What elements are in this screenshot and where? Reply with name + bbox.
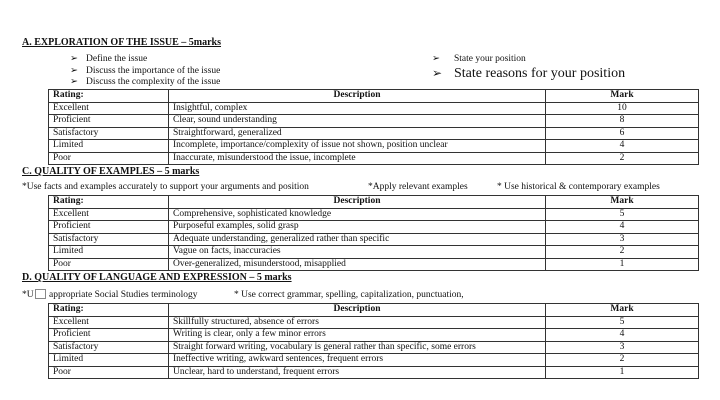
description-cell: Skillfully structured, absence of errors bbox=[169, 316, 546, 329]
section-d-tip-terminology: *U appropriate Social Studies terminology bbox=[22, 290, 198, 301]
rating-cell: Satisfactory bbox=[49, 127, 169, 140]
table-row bbox=[49, 233, 699, 246]
mark-header: Mark bbox=[546, 304, 699, 317]
mark-header: Mark bbox=[546, 196, 699, 209]
description-cell: Incomplete, importance/complexity of issue not shown, position unclear bbox=[169, 140, 546, 153]
section-d-heading: D. QUALITY OF LANGUAGE AND EXPRESSION – 5 marks bbox=[22, 272, 292, 283]
mark-cell: 10 bbox=[546, 102, 699, 115]
rating-header: Rating: bbox=[49, 90, 169, 103]
table-row bbox=[49, 246, 699, 259]
table-row bbox=[49, 341, 699, 354]
description-cell: Purposeful examples, solid grasp bbox=[169, 221, 546, 234]
table-row bbox=[49, 258, 699, 271]
description-cell: Writing is clear, only a few minor errors bbox=[169, 329, 546, 342]
mark-cell: 8 bbox=[546, 115, 699, 128]
section-c-tip-historical: * Use historical & contemporary examples bbox=[497, 182, 660, 192]
arrow-bullet-icon: ➢ bbox=[70, 54, 78, 64]
mark-cell: 4 bbox=[546, 329, 699, 342]
rating-cell: Limited bbox=[49, 140, 169, 153]
mark-cell: 3 bbox=[546, 341, 699, 354]
section-d-rubric-table bbox=[48, 303, 699, 379]
rating-cell: Proficient bbox=[49, 329, 169, 342]
description-cell: Inaccurate, misunderstood the issue, incomplete bbox=[169, 152, 546, 165]
table-row bbox=[49, 102, 699, 115]
mark-cell: 3 bbox=[546, 233, 699, 246]
mark-cell: 5 bbox=[546, 316, 699, 329]
table-row bbox=[49, 208, 699, 221]
rating-cell: Proficient bbox=[49, 115, 169, 128]
rating-cell: Poor bbox=[49, 258, 169, 271]
rating-cell: Poor bbox=[49, 152, 169, 165]
table-header-row bbox=[49, 196, 699, 209]
description-header: Description bbox=[169, 196, 546, 209]
description-cell: Over-generalized, misunderstood, misapplied bbox=[169, 258, 546, 271]
arrow-bullet-icon: ➢ bbox=[432, 54, 440, 64]
table-row bbox=[49, 115, 699, 128]
mark-cell: 2 bbox=[546, 354, 699, 367]
description-cell: Adequate understanding, generalized rather than specific bbox=[169, 233, 546, 246]
mark-cell: 4 bbox=[546, 140, 699, 153]
table-row bbox=[49, 127, 699, 140]
rating-cell: Limited bbox=[49, 354, 169, 367]
section-c-rubric-table bbox=[48, 195, 699, 271]
description-header: Description bbox=[169, 90, 546, 103]
mark-header: Mark bbox=[546, 90, 699, 103]
table-move-handle-icon[interactable] bbox=[35, 289, 46, 299]
rating-cell: Excellent bbox=[49, 316, 169, 329]
rating-cell: Proficient bbox=[49, 221, 169, 234]
bullet-state-reasons: ➢ State reasons for your position bbox=[432, 66, 626, 81]
section-a-heading: A. EXPLORATION OF THE ISSUE – 5marks bbox=[22, 37, 222, 48]
mark-cell: 1 bbox=[546, 366, 699, 379]
description-cell: Comprehensive, sophisticated knowledge bbox=[169, 208, 546, 221]
bullet-discuss-complexity: ➢ Discuss the complexity of the issue bbox=[70, 77, 221, 87]
table-row bbox=[49, 152, 699, 165]
mark-cell: 2 bbox=[546, 152, 699, 165]
mark-cell: 6 bbox=[546, 127, 699, 140]
section-a-rubric-table bbox=[48, 89, 699, 165]
rating-cell: Excellent bbox=[49, 208, 169, 221]
section-c-tip-relevant: *Apply relevant examples bbox=[368, 182, 468, 192]
arrow-bullet-icon: ➢ bbox=[70, 66, 78, 76]
arrow-bullet-icon: ➢ bbox=[432, 66, 443, 80]
section-c-tip-facts: *Use facts and examples accurately to support your arguments and position bbox=[22, 182, 309, 192]
rating-cell: Poor bbox=[49, 366, 169, 379]
mark-cell: 2 bbox=[546, 246, 699, 259]
table-header-row bbox=[49, 304, 699, 317]
description-cell: Unclear, hard to understand, frequent errors bbox=[169, 366, 546, 379]
section-c-heading: C. QUALITY OF EXAMPLES – 5 marks bbox=[22, 166, 200, 177]
mark-cell: 1 bbox=[546, 258, 699, 271]
rating-cell: Satisfactory bbox=[49, 341, 169, 354]
description-header: Description bbox=[169, 304, 546, 317]
description-cell: Vague on facts, inaccuracies bbox=[169, 246, 546, 259]
table-row bbox=[49, 354, 699, 367]
rating-cell: Limited bbox=[49, 246, 169, 259]
table-row bbox=[49, 366, 699, 379]
table-row bbox=[49, 329, 699, 342]
bullet-define-issue: ➢ Define the issue bbox=[70, 54, 148, 64]
rating-cell: Excellent bbox=[49, 102, 169, 115]
description-cell: Straightforward, generalized bbox=[169, 127, 546, 140]
bullet-discuss-importance: ➢ Discuss the importance of the issue bbox=[70, 66, 221, 76]
table-row bbox=[49, 221, 699, 234]
mark-cell: 4 bbox=[546, 221, 699, 234]
description-cell: Insightful, complex bbox=[169, 102, 546, 115]
rating-cell: Satisfactory bbox=[49, 233, 169, 246]
table-row bbox=[49, 316, 699, 329]
description-cell: Clear, sound understanding bbox=[169, 115, 546, 128]
rating-header: Rating: bbox=[49, 304, 169, 317]
arrow-bullet-icon: ➢ bbox=[70, 77, 78, 87]
mark-cell: 5 bbox=[546, 208, 699, 221]
description-cell: Ineffective writing, awkward sentences, frequent errors bbox=[169, 354, 546, 367]
rating-header: Rating: bbox=[49, 196, 169, 209]
table-header-row bbox=[49, 90, 699, 103]
description-cell: Straight forward writing, vocabulary is general rather than specific, some errors bbox=[169, 341, 546, 354]
table-row bbox=[49, 140, 699, 153]
section-d-tip-grammar: * Use correct grammar, spelling, capitalization, punctuation, bbox=[234, 290, 464, 300]
bullet-state-position: ➢ State your position bbox=[432, 54, 526, 64]
